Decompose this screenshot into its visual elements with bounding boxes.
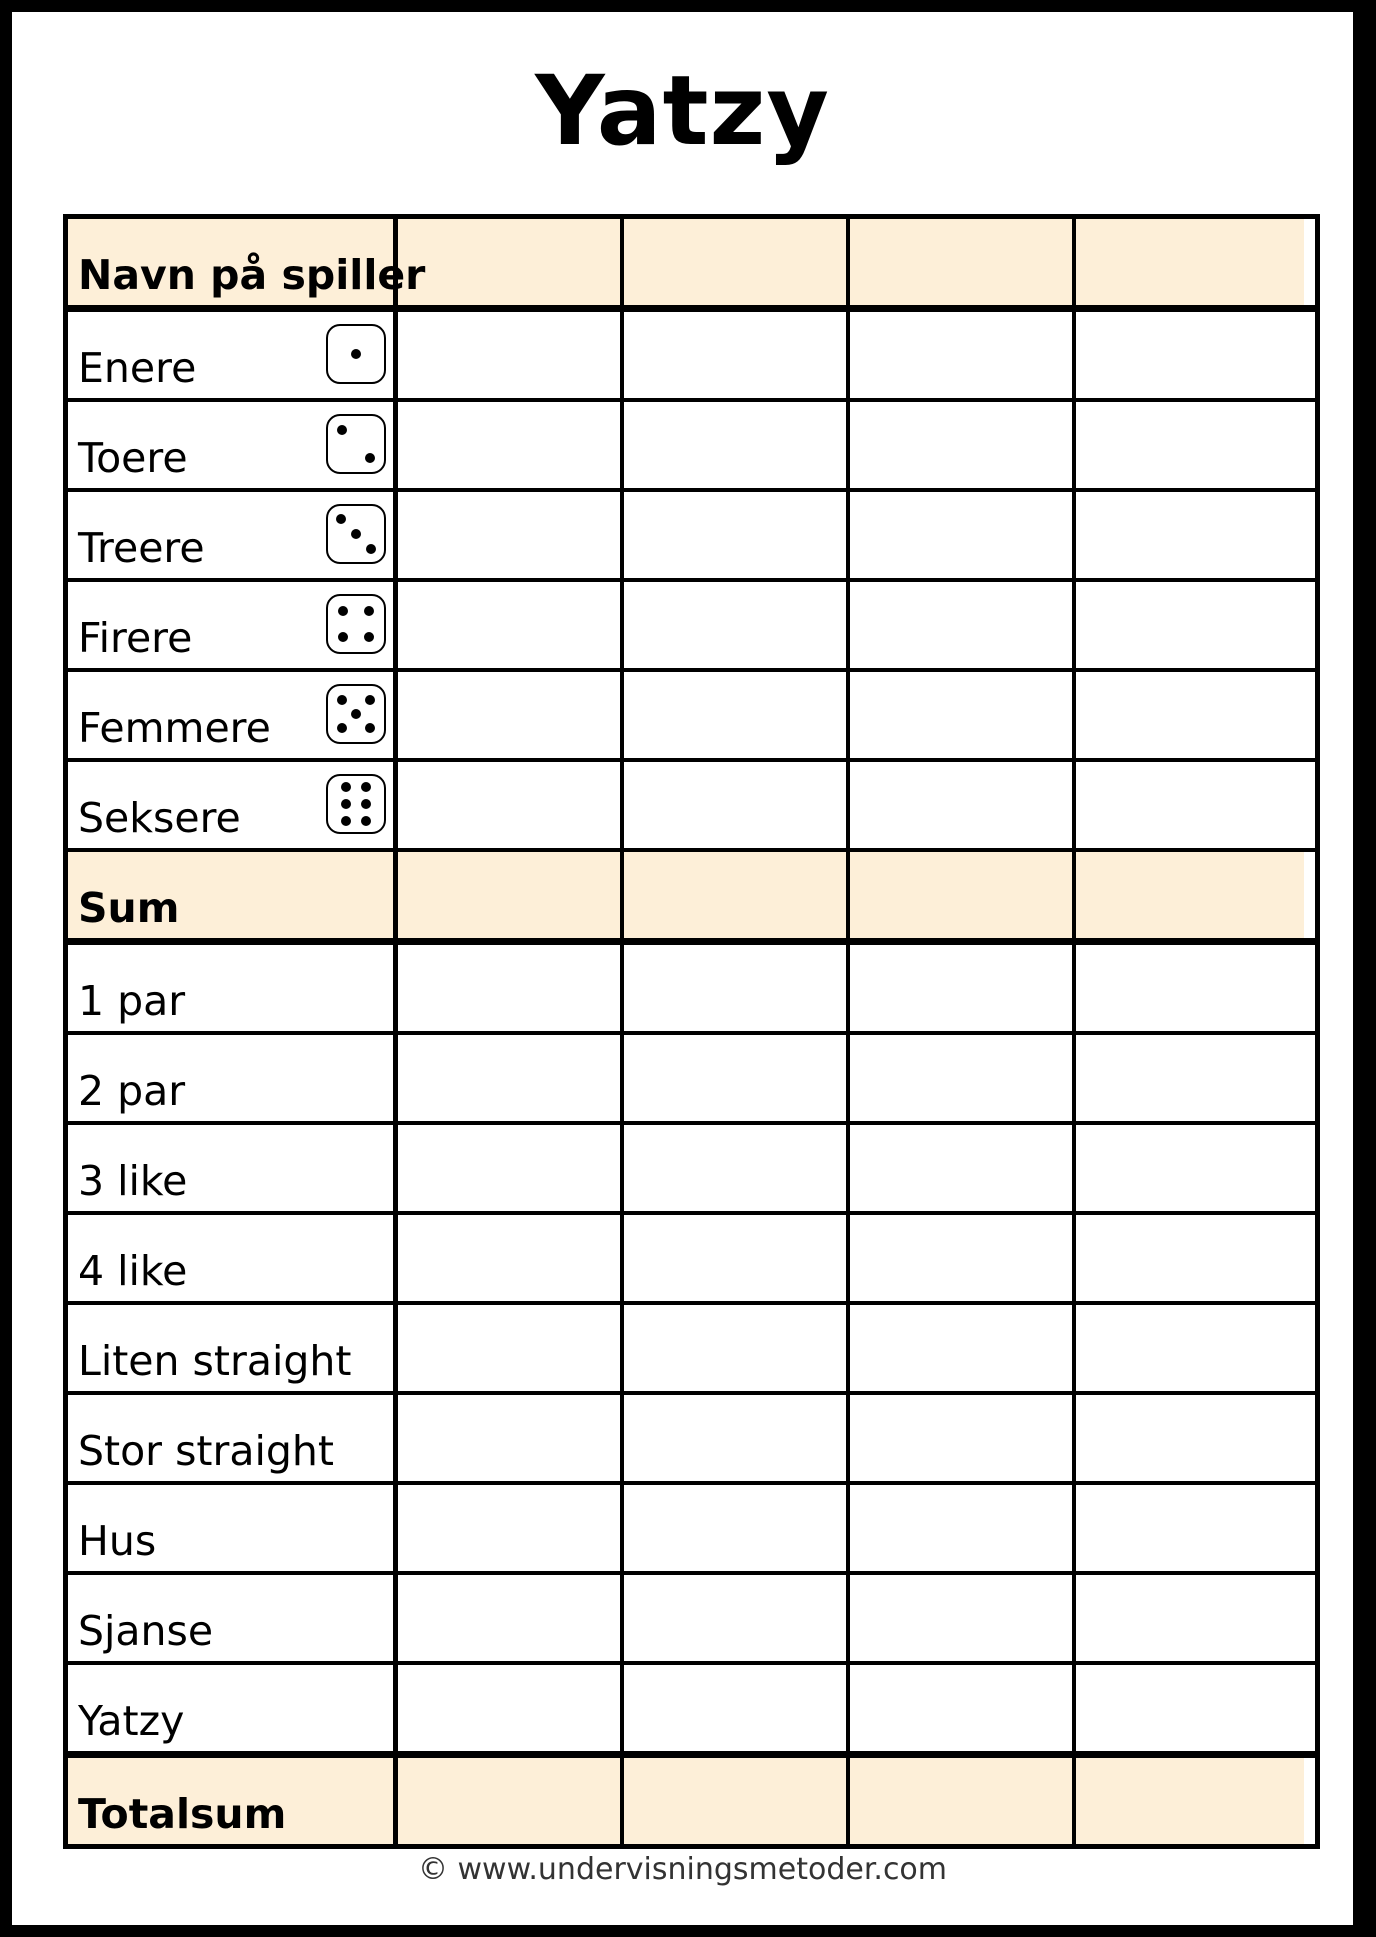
score-cell[interactable] — [624, 1035, 850, 1121]
score-cell[interactable] — [1076, 312, 1304, 398]
score-cell[interactable] — [398, 582, 624, 668]
row-label: Enere — [78, 344, 197, 392]
player-name-cell-2[interactable] — [624, 219, 850, 305]
sum-cell[interactable] — [850, 852, 1076, 938]
score-row-1-par — [68, 945, 1315, 1035]
die-pip — [351, 349, 361, 359]
score-cell[interactable] — [398, 945, 624, 1031]
score-row-treere — [68, 492, 1315, 582]
row-label: 1 par — [78, 977, 186, 1025]
player-name-cell-3[interactable] — [850, 219, 1076, 305]
score-row-2-par — [68, 1035, 1315, 1125]
score-cell[interactable] — [624, 762, 850, 848]
die-pip — [341, 816, 351, 826]
die-pip — [365, 453, 375, 463]
die-pip — [366, 544, 376, 554]
die-pip — [364, 606, 374, 616]
row-label-cell — [68, 492, 398, 578]
score-cell[interactable] — [398, 672, 624, 758]
score-table — [63, 214, 1320, 1849]
score-cell[interactable] — [850, 1215, 1076, 1301]
score-cell[interactable] — [398, 1125, 624, 1211]
score-cell[interactable] — [1076, 1125, 1304, 1211]
score-cell[interactable] — [850, 1035, 1076, 1121]
row-label: Liten straight — [78, 1337, 352, 1385]
die-two-icon — [325, 413, 387, 475]
score-cell[interactable] — [398, 492, 624, 578]
score-cell[interactable] — [398, 1575, 624, 1661]
score-cell[interactable] — [1076, 582, 1304, 668]
score-cell[interactable] — [850, 312, 1076, 398]
row-label: 3 like — [78, 1157, 188, 1205]
score-cell[interactable] — [1076, 1485, 1304, 1571]
score-cell[interactable] — [624, 1305, 850, 1391]
row-label: Sjanse — [78, 1607, 214, 1655]
row-label-cell — [68, 1035, 398, 1121]
row-label-cell — [68, 852, 398, 938]
row-label-cell — [68, 1575, 398, 1661]
score-cell[interactable] — [1076, 672, 1304, 758]
player-name-cell-4[interactable] — [1076, 219, 1304, 305]
row-label-cell — [68, 1485, 398, 1571]
score-cell[interactable] — [1076, 762, 1304, 848]
row-label-cell — [68, 402, 398, 488]
score-cell[interactable] — [1076, 1035, 1304, 1121]
die-pip — [364, 632, 374, 642]
row-label: Yatzy — [78, 1697, 185, 1745]
score-cell[interactable] — [850, 402, 1076, 488]
score-row-sjanse — [68, 1575, 1315, 1665]
score-cell[interactable] — [624, 1125, 850, 1211]
die-five-icon — [325, 683, 387, 745]
die-pip — [351, 529, 361, 539]
die-pip — [361, 782, 371, 792]
score-row-femmere — [68, 672, 1315, 762]
total-cell[interactable] — [850, 1758, 1076, 1844]
total-row — [68, 1758, 1315, 1844]
score-cell[interactable] — [1076, 402, 1304, 488]
row-label: 2 par — [78, 1067, 186, 1115]
score-cell[interactable] — [398, 1485, 624, 1571]
die-pip — [337, 723, 347, 733]
die-face — [327, 415, 385, 473]
score-row-yatzy — [68, 1665, 1315, 1758]
score-cell[interactable] — [398, 1035, 624, 1121]
score-row-seksere — [68, 762, 1315, 852]
copyright-footer: © www.undervisningsmetoder.com — [417, 1852, 948, 1887]
score-cell[interactable] — [850, 1575, 1076, 1661]
score-cell[interactable] — [624, 1665, 850, 1751]
die-pip — [361, 799, 371, 809]
die-pip — [338, 606, 348, 616]
header-row — [68, 219, 1315, 312]
total-label: Totalsum — [78, 1790, 287, 1838]
player-name-cell-1[interactable] — [398, 219, 624, 305]
die-pip — [341, 782, 351, 792]
row-label-cell — [68, 1125, 398, 1211]
score-cell[interactable] — [850, 945, 1076, 1031]
row-label: Hus — [78, 1517, 157, 1565]
score-cell[interactable] — [850, 492, 1076, 578]
row-label-cell — [68, 1758, 398, 1844]
score-row-firere — [68, 582, 1315, 672]
score-cell[interactable] — [1076, 492, 1304, 578]
score-cell[interactable] — [398, 1215, 624, 1301]
die-pip — [351, 709, 361, 719]
row-label: 4 like — [78, 1247, 188, 1295]
die-pip — [361, 816, 371, 826]
die-pip — [365, 723, 375, 733]
score-cell[interactable] — [850, 1485, 1076, 1571]
score-cell[interactable] — [624, 312, 850, 398]
row-label-cell — [68, 1215, 398, 1301]
row-label-cell — [68, 672, 398, 758]
score-cell[interactable] — [1076, 1665, 1304, 1751]
score-cell[interactable] — [398, 762, 624, 848]
score-row-stor-straight — [68, 1395, 1315, 1485]
score-cell[interactable] — [624, 1575, 850, 1661]
total-cell[interactable] — [1076, 1758, 1304, 1844]
die-four-icon — [325, 593, 387, 655]
row-label-cell — [68, 1395, 398, 1481]
row-label: Toere — [78, 434, 188, 482]
score-cell[interactable] — [1076, 1215, 1304, 1301]
die-one-icon — [325, 323, 387, 385]
score-cell[interactable] — [398, 1395, 624, 1481]
score-cell[interactable] — [1076, 945, 1304, 1031]
row-label-cell — [68, 582, 398, 668]
sum-label: Sum — [78, 884, 180, 932]
score-cell[interactable] — [850, 1395, 1076, 1481]
score-row-4-like — [68, 1215, 1315, 1305]
score-row-enere — [68, 312, 1315, 402]
score-cell[interactable] — [850, 1665, 1076, 1751]
score-cell[interactable] — [1076, 1575, 1304, 1661]
die-pip — [365, 695, 375, 705]
score-cell[interactable] — [1076, 1305, 1304, 1391]
score-cell[interactable] — [624, 1215, 850, 1301]
player-name-label: Navn på spiller — [78, 251, 426, 299]
score-cell[interactable] — [850, 582, 1076, 668]
sum-cell[interactable] — [398, 852, 624, 938]
row-label-cell — [68, 762, 398, 848]
score-cell[interactable] — [624, 1485, 850, 1571]
total-cell[interactable] — [624, 1758, 850, 1844]
sum-cell[interactable] — [1076, 852, 1304, 938]
score-cell[interactable] — [624, 402, 850, 488]
score-cell[interactable] — [850, 1125, 1076, 1211]
score-cell[interactable] — [624, 672, 850, 758]
row-label-cell — [68, 1305, 398, 1391]
score-cell[interactable] — [624, 1395, 850, 1481]
score-cell[interactable] — [398, 1305, 624, 1391]
die-pip — [337, 425, 347, 435]
score-cell[interactable] — [624, 945, 850, 1031]
score-cell[interactable] — [398, 312, 624, 398]
die-pip — [338, 632, 348, 642]
row-label-cell — [68, 1665, 398, 1751]
row-label: Stor straight — [78, 1427, 334, 1475]
row-label-cell — [68, 312, 398, 398]
row-label: Femmere — [78, 704, 271, 752]
die-pip — [341, 799, 351, 809]
row-label: Treere — [78, 524, 205, 572]
score-row-liten-straight — [68, 1305, 1315, 1395]
score-cell[interactable] — [850, 672, 1076, 758]
score-row-toere — [68, 402, 1315, 492]
score-cell[interactable] — [850, 1305, 1076, 1391]
score-row-hus — [68, 1485, 1315, 1575]
die-face — [327, 775, 385, 833]
die-six-icon — [325, 773, 387, 835]
sum-row — [68, 852, 1315, 945]
page-title: Yatzy — [535, 55, 830, 167]
score-cell[interactable] — [850, 762, 1076, 848]
score-sheet-page — [12, 12, 1353, 1925]
sum-cell[interactable] — [624, 852, 850, 938]
die-face — [327, 595, 385, 653]
score-cell[interactable] — [624, 582, 850, 668]
score-cell[interactable] — [398, 402, 624, 488]
die-pip — [337, 695, 347, 705]
score-row-3-like — [68, 1125, 1315, 1215]
score-cell[interactable] — [624, 492, 850, 578]
row-label: Seksere — [78, 794, 241, 842]
die-three-icon — [325, 503, 387, 565]
row-label-cell — [68, 945, 398, 1031]
total-cell[interactable] — [398, 1758, 624, 1844]
row-label: Firere — [78, 614, 193, 662]
score-cell[interactable] — [398, 1665, 624, 1751]
die-pip — [336, 514, 346, 524]
score-cell[interactable] — [1076, 1395, 1304, 1481]
player-name-label-cell — [68, 219, 426, 305]
